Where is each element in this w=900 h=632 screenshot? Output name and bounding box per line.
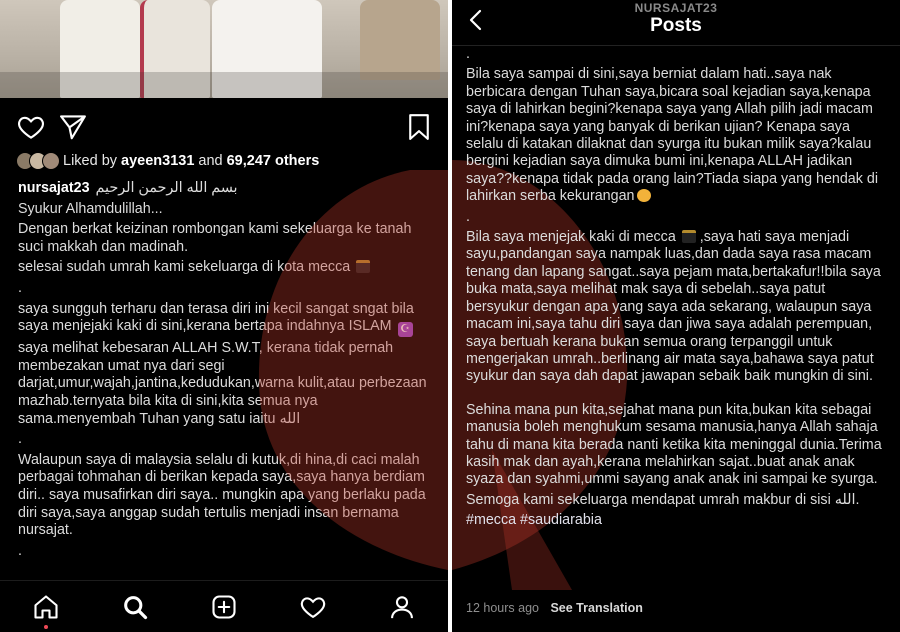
- see-translation-link[interactable]: See Translation: [550, 601, 643, 615]
- caption-paragraph: saya melihat kebesaran ALLAH S.W.T, kerana tidak pernah membezakan umat nya dari segi darjat,umur,wajah,jantina,kedudukan,warna kulit,atau perbezaan mazhab.ternyata bila kita di sini,kita semua nya sama.menyembah Tuhan yang satu iaitu الله: [18, 340, 427, 427]
- caption-paragraph: Walaupun saya di malaysia selalu di kutuk,di hina,di caci malah perbagai tohmahan di berikan kepada saya,saya hanya berdiam diri.. saya musafirkan diri saya.. mungkin apa yang berlaku pada diri saya,saya anggap sudah tertulis menjadi insan bernama nursajat.: [18, 451, 426, 539]
- caption-paragraph: [466, 229, 888, 386]
- post-timestamp: 12 hours ago: [466, 601, 539, 615]
- caption-text: Bila saya sampai di sini,saya berniat dalam hati..saya nak berbicara dengan Tuhan saya,bicara soal kejadian saya,kenapa saya di lahirkan begini?kenapa saya yang Allah pilih jadi macam ini?kenapa saya yang banyak di berikan ujian? Kenapa saya selalu di katakan dilaknat dan syurga itu bukan milik saya?kalau bergini kejadian saya dimuka bumi ini,kenapa ALLAH jadikan saya??kenapa tidak pada orang lain?Tiada siapa yang hendak di lahirkan serba kekurangan: [466, 66, 879, 205]
- avatar: [42, 152, 60, 170]
- kaaba-emoji-icon: [682, 230, 696, 243]
- caption-text: saya sungguh terharu dan terasa diri ini kecil sangat sngat bila saya menjejaki kaki di sini,kerana bertapa indahnya ISLAM: [18, 300, 414, 335]
- caption-paragraph: .: [466, 208, 470, 225]
- caption-continued: [466, 46, 888, 533]
- caption-paragraph: .: [18, 542, 22, 559]
- caption-spacer: [466, 389, 888, 399]
- caption-text: ,saya hati saya menjadi sayu,pandangan saya nampak luas,dan dada saya rasa macam tenang dan lapang sangat..saya pejam mata,bertakafur!!bila saya buka mata,saya melihat mak saya di sebelah..saya patut bersyukur dengan apa yang saya ada sekarang, walaupun saya macam ini,saya tahu diri saya dan jiwa saya adalah perempuan, saya bertuah kerana bukan semua orang terpanggil untuk mengerjakan umrah..berlinang air mata saya,bahawa saya patut syukur dan saya dah dapat jawapan sebaik baik mungkin di sini.: [466, 229, 881, 385]
- caption-paragraph: Sehina mana pun kita,sejahat mana pun kita,bukan kita sebagai manusia boleh menghukum sesama manusia,hanya Allah sahaja tahu di mana kita berada nanti ketika kita meninggal dunia.Terima kasih mak dan ayah,kerana melahirkan sajat..buat anak anak syaza dan syahmi,ummi sayang anak anak ini sampai ke syurga.: [466, 401, 882, 488]
- heart-icon[interactable]: [16, 112, 46, 142]
- likes-count[interactable]: 69,247 others: [226, 153, 320, 169]
- caption-paragraph: .: [18, 279, 22, 296]
- liker-avatars: [16, 152, 55, 170]
- liked-by-prefix: Liked by: [63, 153, 118, 169]
- post-caption: [18, 180, 430, 563]
- home-icon[interactable]: [32, 593, 60, 621]
- star-crescent-emoji-icon: ☪: [398, 322, 413, 337]
- add-post-icon[interactable]: [210, 593, 238, 621]
- activity-heart-icon[interactable]: [299, 593, 327, 621]
- page-title: Posts: [650, 15, 702, 36]
- notification-dot: [44, 625, 48, 629]
- bookmark-icon[interactable]: [404, 112, 434, 142]
- caption-paragraph: Semoga kami sekeluarga mendapat umrah makbur di sisi الله.: [466, 491, 860, 508]
- caption-paragraph: .: [466, 46, 470, 62]
- posts-header: [452, 0, 900, 46]
- caption-paragraph: [18, 259, 430, 277]
- caption-paragraph: Dengan berkat keizinan rombongan kami sekeluarga ke tanah suci makkah dan madinah.: [18, 221, 412, 255]
- caption-text: selesai sudah umrah kami sekeluarga di kota mecca: [18, 259, 351, 276]
- likes-row[interactable]: [16, 151, 323, 171]
- post-meta: [466, 601, 643, 615]
- header-username: NURSAJAT23: [634, 1, 718, 15]
- post-panel-right: [452, 0, 900, 632]
- caption-text: Bila saya menjejak kaki di mecca: [466, 229, 676, 246]
- kaaba-emoji-icon: [356, 260, 370, 273]
- paper-plane-icon[interactable]: [58, 112, 88, 142]
- profile-icon[interactable]: [388, 593, 416, 621]
- hashtags[interactable]: #mecca #saudiarabia: [466, 512, 602, 529]
- crying-face-emoji-icon: [637, 189, 651, 202]
- caption-paragraph: [466, 66, 888, 205]
- post-panel-left: [0, 0, 448, 632]
- caption-paragraph: .: [18, 431, 22, 448]
- bottom-navigation: [0, 580, 448, 632]
- post-photo[interactable]: [0, 0, 448, 98]
- post-actions-bar: [0, 108, 448, 144]
- caption-username[interactable]: nursajat23: [18, 180, 90, 196]
- caption-paragraph: Syukur Alhamdulillah...: [18, 200, 163, 217]
- liked-by-user[interactable]: ayeen3131: [121, 153, 195, 169]
- search-icon[interactable]: [121, 593, 149, 621]
- liked-by-and: and: [198, 153, 223, 169]
- caption-paragraph: [18, 301, 430, 338]
- caption-bismillah: بسم الله الرحمن الرحيم: [95, 180, 238, 196]
